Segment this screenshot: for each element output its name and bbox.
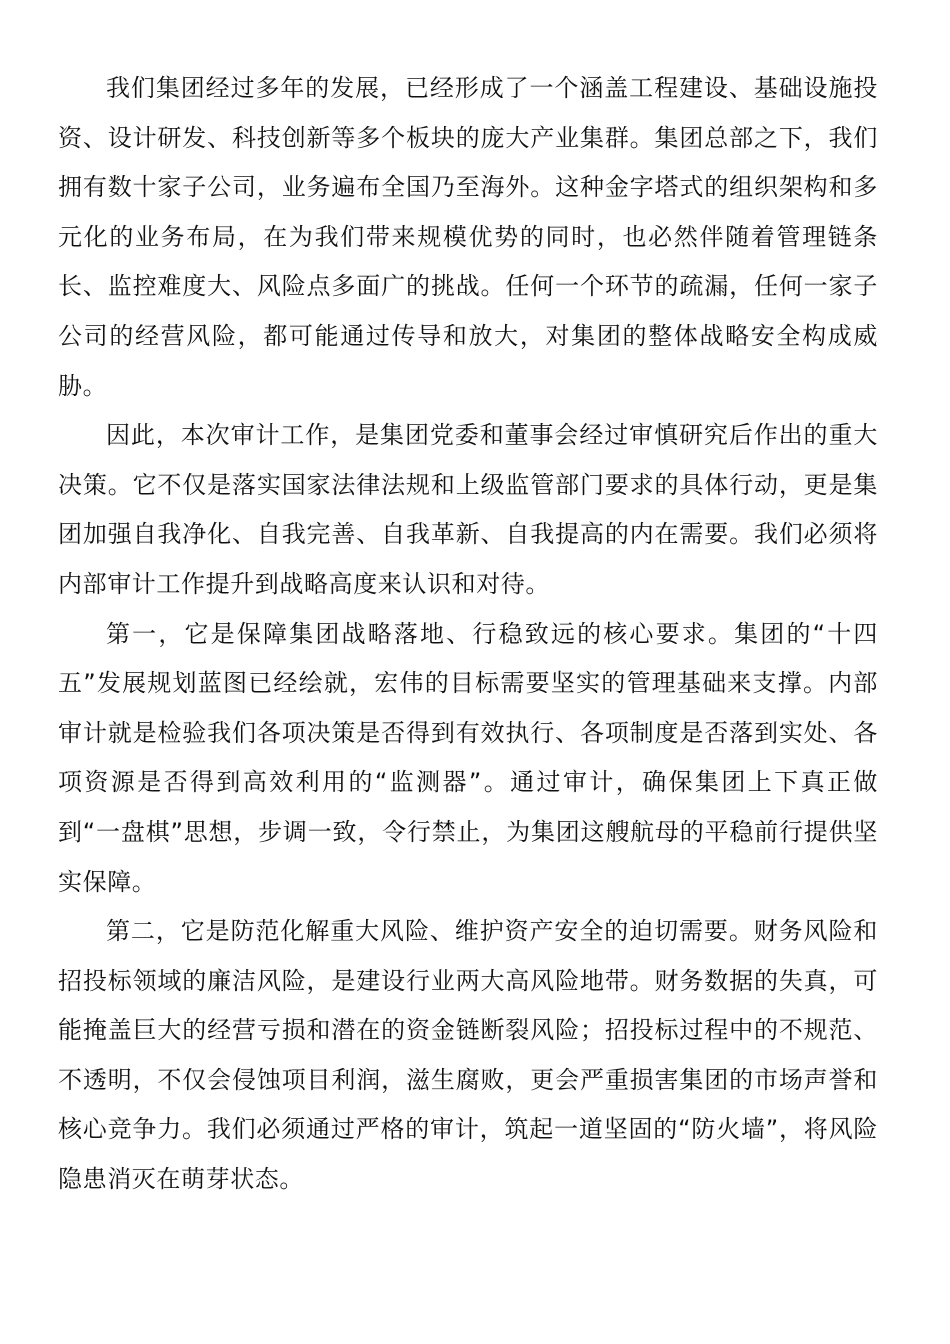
paragraph-point-two: 第二，它是防范化解重大风险、维护资产安全的迫切需要。财务风险和招投标领域的廉洁风险，是建设行业两大高风险地带。财务数据的失真，可能掩盖巨大的经营亏损和潜在的资金链断裂风险；招投标过程中的不规范、不透明，不仅会侵蚀项目利润，滋生腐败，更会严重损害集团的市场声誉和核心竞争力。我们必须通过严格的审计，筑起一道坚固的“防火墙”，将风险隐患消灭在萌芽状态。 [58,917,878,1194]
paragraph-audit-decision: 因此，本次审计工作，是集团党委和董事会经过审慎研究后作出的重大决策。它不仅是落实国家法律法规和上级监管部门要求的具体行动，更是集团加强自我净化、自我完善、自我革新、自我提高的内在需要。我们必须将内部审计工作提升到战略高度来认识和对待。 [58,421,878,598]
paragraph-group-development: 我们集团经过多年的发展，已经形成了一个涵盖工程建设、基础设施投资、设计研发、科技创新等多个板块的庞大产业集群。集团总部之下，我们拥有数十家子公司，业务遍布全国乃至海外。这种金字塔式的组织架构和多元化的业务布局，在为我们带来规模优势的同时，也必然伴随着管理链条长、监控难度大、风险点多面广的挑战。任何一个环节的疏漏，任何一家子公司的经营风险，都可能通过传导和放大，对集团的整体战略安全构成威胁。 [58,74,878,400]
document-body [58,64,878,1205]
paragraph-point-one: 第一，它是保障集团战略落地、行稳致远的核心要求。集团的“十四五”发展规划蓝图已经绘就，宏伟的目标需要坚实的管理基础来支撑。内部审计就是检验我们各项决策是否得到有效执行、各项制度是否落到实处、各项资源是否得到高效利用的“监测器”。通过审计，确保集团上下真正做到“一盘棋”思想，步调一致，令行禁止，为集团这艘航母的平稳前行提供坚实保障。 [58,619,878,896]
